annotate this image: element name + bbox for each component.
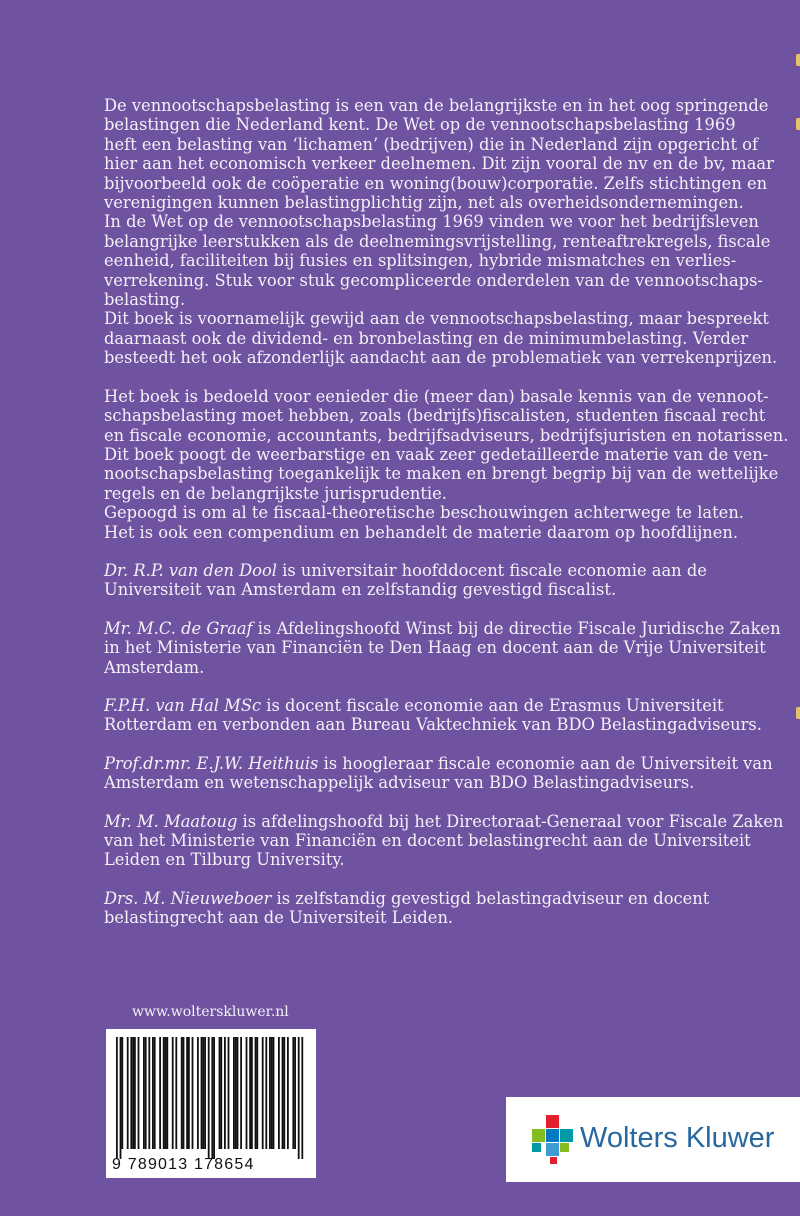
isbn-barcode xyxy=(106,1029,316,1178)
barcode-bar xyxy=(165,1037,167,1149)
text-line: nootschapsbelasting toegankelijk te maken en brengt begrip bij van de wettelijke xyxy=(104,464,779,484)
barcode-bar xyxy=(175,1037,177,1149)
text-line: In de Wet op de vennootschapsbelasting 1969 vinden we voor het bedrijfsleven xyxy=(104,212,759,232)
bio-line xyxy=(104,812,794,831)
barcode-bar xyxy=(228,1037,230,1149)
text-line: hier aan het economisch verkeer deelnemen. Dit zijn vooral de nv en de bv, maar xyxy=(104,154,774,174)
barcode-bar xyxy=(163,1037,165,1149)
barcode-bar xyxy=(249,1037,251,1149)
barcode-bar xyxy=(116,1037,118,1159)
barcode-bar xyxy=(251,1037,253,1149)
barcode-bar xyxy=(233,1037,235,1149)
barcode-bar xyxy=(172,1037,174,1149)
text-line: regels en de belangrijkste jurisprudentie. xyxy=(104,483,447,503)
barcode-bar xyxy=(181,1037,183,1149)
isbn-digits: 9 789013 178654 xyxy=(112,1156,255,1173)
barcode-bar xyxy=(224,1037,226,1149)
barcode-bar xyxy=(278,1037,280,1149)
barcode-bar xyxy=(145,1037,147,1149)
barcode-bar xyxy=(132,1037,134,1149)
barcode-bars xyxy=(106,1029,316,1159)
barcode-bar xyxy=(271,1037,273,1149)
author-bio xyxy=(104,889,794,928)
barcode-bar xyxy=(208,1037,210,1159)
barcode-bar xyxy=(265,1037,267,1149)
barcode-bar xyxy=(235,1037,237,1149)
barcode-bar xyxy=(287,1037,289,1149)
text-line: Het is ook een compendium en behandelt de materie daarom op hoofdlijnen. xyxy=(104,522,739,542)
intro-paragraph-3 xyxy=(104,309,794,367)
author-name: Drs. M. Nieuweboer xyxy=(104,888,272,908)
barcode-bar xyxy=(130,1037,132,1149)
text-line: heft een belasting van ‘lichamen’ (bedrijven) die in Nederland zijn opgericht of xyxy=(104,134,758,154)
author-name: Mr. M. Maatoug xyxy=(104,811,238,831)
text-line: eenheid, faciliteiten bij fusies en splitsingen, hybride mismatches en verlies- xyxy=(104,251,737,271)
text-line: belastingen die Nederland kent. De Wet op de vennootschapsbelasting 1969 xyxy=(104,115,736,135)
bio-line xyxy=(104,696,794,715)
barcode-bar xyxy=(143,1037,145,1149)
barcode-bar xyxy=(159,1037,161,1149)
text-line: Dit boek poogt de weerbarstige en vaak zeer gedetailleerde materie van de ven- xyxy=(104,444,769,464)
author-name: Prof.dr.mr. E.J.W. Heithuis xyxy=(104,753,319,773)
bio-text: is Afdelingshoofd Winst bij de directie Fiscale Juridische Zaken xyxy=(252,618,781,638)
publisher-logo xyxy=(506,1097,800,1182)
author-bio xyxy=(104,619,794,677)
barcode-bar xyxy=(220,1037,222,1149)
barcode-bar xyxy=(134,1037,136,1149)
barcode-bar xyxy=(301,1037,303,1159)
author-bio xyxy=(104,561,794,600)
author-name: F.P.H. van Hal MSc xyxy=(104,695,262,715)
bio-text: is afdelingshoofd bij het Directoraat-Generaal voor Fiscale Zaken xyxy=(237,811,784,831)
bio-line xyxy=(104,619,794,638)
barcode-bar xyxy=(298,1037,300,1159)
bio-line xyxy=(104,561,794,580)
publisher-name: Wolters Kluwer xyxy=(580,1122,775,1154)
barcode-bar xyxy=(292,1037,294,1149)
bio-line xyxy=(104,754,794,773)
barcode-bar xyxy=(273,1037,275,1149)
barcode-bar xyxy=(192,1037,194,1149)
intro-paragraph-1 xyxy=(104,96,794,212)
text-line: verenigingen kunnen belastingplichtig zijn, net als overheidsondernemingen. xyxy=(104,193,744,213)
barcode-bar xyxy=(201,1037,203,1149)
text-line: Dit boek is voornamelijk gewijd aan de vennootschapsbelasting, maar bespreekt xyxy=(104,309,769,329)
barcode-bar xyxy=(204,1037,206,1149)
barcode-bar xyxy=(240,1037,242,1149)
bio-line: Amsterdam en wetenschappelijk adviseur van BDO Belastingadviseurs. xyxy=(104,773,695,793)
barcode-bar xyxy=(219,1037,221,1149)
bio-line: in het Ministerie van Financiën te Den Haag en docent aan de Vrije Universiteit xyxy=(104,638,766,658)
bio-text: is docent fiscale economie aan de Erasmus Universiteit xyxy=(261,695,724,715)
text-line: verrekening. Stuk voor stuk gecompliceerde onderdelen van de vennootschaps- xyxy=(104,270,763,290)
bio-line: Amsterdam. xyxy=(104,657,205,677)
author-bios xyxy=(104,542,794,928)
barcode-bar xyxy=(282,1037,284,1149)
author-bio xyxy=(104,812,794,870)
barcode-bar xyxy=(186,1037,188,1149)
barcode-bar xyxy=(148,1037,150,1149)
barcode-bar xyxy=(188,1037,190,1149)
bio-line: Universiteit van Amsterdam en zelfstandig gevestigd fiscalist. xyxy=(104,580,617,600)
barcode-bar xyxy=(166,1037,168,1149)
text-line: besteedt het ook afzonderlijk aandacht aan de problematiek van verrekenprijzen. xyxy=(104,348,778,368)
author-name: Mr. M.C. de Graaf xyxy=(104,618,253,638)
barcode-bar xyxy=(237,1037,239,1149)
bio-line: van het Ministerie van Financiën en docent belastingrecht aan de Universiteit xyxy=(104,831,751,850)
edge-mark-bottom xyxy=(796,707,800,719)
edge-mark-middle xyxy=(796,118,800,130)
barcode-bar xyxy=(269,1037,271,1149)
audience-paragraph-2 xyxy=(104,503,794,542)
bio-text: is universitair hoofddocent fiscale economie aan de xyxy=(277,560,707,580)
edge-mark-top xyxy=(796,54,800,66)
barcode-bar xyxy=(197,1037,199,1149)
text-line: schapsbelasting moet hebben, zoals (bedrijfs)fiscalisten, studenten fiscaal recht xyxy=(104,406,766,426)
barcode-bar xyxy=(120,1037,122,1159)
text-line: bijvoorbeeld ook de coöperatie en woning(bouw)corporatie. Zelfs stichtingen en xyxy=(104,173,768,193)
bio-line: belastingrecht aan de Universiteit Leiden. xyxy=(104,908,454,928)
audience-paragraph-1 xyxy=(104,387,794,503)
text-line: belangrijke leerstukken als de deelnemingsvrijstelling, renteaftrekregels, fiscale xyxy=(104,231,771,251)
back-cover-text xyxy=(104,96,794,928)
bio-line: Rotterdam en verbonden aan Bureau Vaktechniek van BDO Belastingadviseurs. xyxy=(104,715,762,735)
author-bio xyxy=(104,754,794,793)
barcode-bar xyxy=(294,1037,296,1149)
author-name: Dr. R.P. van den Dool xyxy=(104,560,277,580)
barcode-bar xyxy=(202,1037,204,1149)
text-line: Het boek is bedoeld voor eenieder die (meer dan) basale kennis van de vennoot- xyxy=(104,386,769,406)
barcode-bar xyxy=(246,1037,248,1149)
barcode-bar xyxy=(283,1037,285,1149)
intro-paragraph-2 xyxy=(104,212,794,309)
barcode-bar xyxy=(256,1037,258,1149)
bio-text: is zelfstandig gevestigd belastingadviseur en docent xyxy=(271,888,710,908)
bio-line: Leiden en Tilburg University. xyxy=(104,850,345,870)
barcode-bar xyxy=(152,1037,154,1149)
text-line: en fiscale economie, accountants, bedrijfsadviseurs, bedrijfsjuristen en notarissen. xyxy=(104,425,789,445)
barcode-bar xyxy=(183,1037,185,1149)
barcode-bar xyxy=(154,1037,156,1149)
text-line: daarnaast ook de dividend- en bronbelasting en de minimumbelasting. Verder xyxy=(104,328,749,348)
bio-text: is hoogleraar fiscale economie aan de Universiteit van xyxy=(318,753,773,773)
barcode-bar xyxy=(213,1037,215,1159)
publisher-url[interactable]: www.wolterskluwer.nl xyxy=(132,1004,289,1020)
text-line: De vennootschapsbelasting is een van de belangrijkste en in het oog springende xyxy=(104,96,769,115)
barcode-bar xyxy=(121,1037,123,1149)
barcode-bar xyxy=(138,1037,140,1149)
barcode-bar xyxy=(211,1037,213,1159)
author-bio xyxy=(104,696,794,735)
bio-line xyxy=(104,889,794,908)
barcode-bar xyxy=(255,1037,257,1149)
text-line: belasting. xyxy=(104,290,186,310)
barcode-bar xyxy=(127,1037,129,1149)
text-line: Gepoogd is om al te fiscaal-theoretische beschouwingen achterwege te laten. xyxy=(104,503,744,523)
barcode-bar xyxy=(262,1037,264,1149)
wolters-kluwer-logo-icon xyxy=(524,1111,584,1171)
